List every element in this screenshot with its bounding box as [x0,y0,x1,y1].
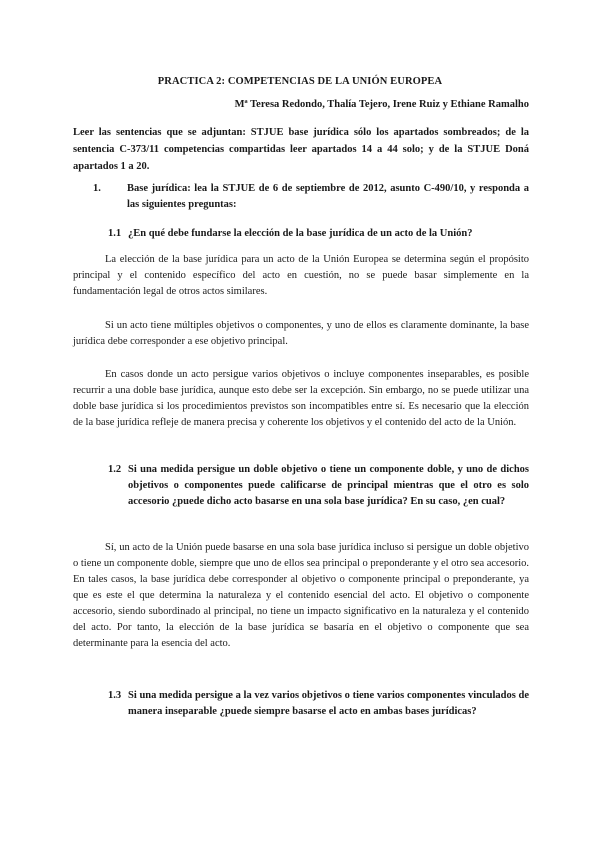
answer-1-1-paragraph: En casos donde un acto persigue varios objetivos o incluye componentes inseparables, es posible recurrir a una doble base jurídica, aunque esto debe ser la excepción. Sin embargo, no se puede utilizar una doble base jurídica si los procedimientos previstos son incompatibles entre sí. Es necesario que la elección de la base jurídica refleje de manera precisa y coherente los objetivos y el contenido del acto de la Unión. [73,369,529,428]
question-1-text: Base jurídica: lea la STJUE de 6 de septiembre de 2012, asunto C-490/10, y responda a las siguientes preguntas: [127,183,529,210]
answer-1-1-paragraph: Si un acto tiene múltiples objetivos o componentes, y uno de ellos es claramente dominante, la base jurídica debe corresponder a ese objetivo principal. [73,320,529,347]
question-1-3-number: 1.3 [108,690,122,701]
question-1-number: 1. [93,183,101,194]
reading-instructions: Leer las sentencias que se adjuntan: STJUE base jurídica sólo los apartados sombreados; de la sentencia C-373/11 competencias compartidas leer apartados 14 a 44 solo; y de la STJUE Doná apartados 1 a 20. [73,127,529,172]
question-1 [93,181,529,213]
question-1-2-number: 1.2 [108,464,122,475]
question-1-3-text: Si una medida persigue a la vez varios objetivos o tiene varios componentes vinculados de manera inseparable ¿puede siempre basarse el acto en ambas bases jurídicas? [128,690,529,717]
question-1-2 [108,462,529,510]
question-1-1-number: 1.1 [108,228,122,239]
question-1-1-text: ¿En qué debe fundarse la elección de la base jurídica de un acto de la Unión? [128,228,473,239]
question-1-3 [108,688,529,720]
answer-1-1-paragraph: La elección de la base jurídica para un acto de la Unión Europea se determina según el propósito principal y el contenido específico del acto en cuestión, no se puede basar simplemente en la fundamentación legal de otros actos similares. [73,254,529,297]
document-authors: Mª Teresa Redondo, Thalía Tejero, Irene Ruiz y Ethiane Ramalho [234,99,529,110]
question-1-2-text: Si una medida persigue un doble objetivo o tiene un componente doble, y uno de dichos objetivos o componentes puede calificarse de principal mientras que el otro es solo accesorio ¿puede dicho acto basarse en una sola base jurídica? En su caso, ¿en cual? [128,464,529,507]
question-1-1 [108,226,529,242]
document-title: PRACTICA 2: COMPETENCIAS DE LA UNIÓN EUROPEA [157,76,443,87]
answer-1-2-paragraph: Sí, un acto de la Unión puede basarse en una sola base jurídica incluso si persigue un doble objetivo o tiene un componente doble, siempre que uno de ellos sea principal o preponderante y el otro sea accesorio. En tales casos, la base jurídica debe corresponder al objetivo o componente principal o preponderante, ya que es este el que determina la naturaleza y el contenido esencial del acto. El objetivo o componente accesorio, siendo subordinado al principal, no tiene un impacto significativo en la naturaleza y el contenido del acto. Por tanto, la elección de la base jurídica se basaría en el objetivo o componente que sea determinante para la esencia del acto. [73,542,530,649]
